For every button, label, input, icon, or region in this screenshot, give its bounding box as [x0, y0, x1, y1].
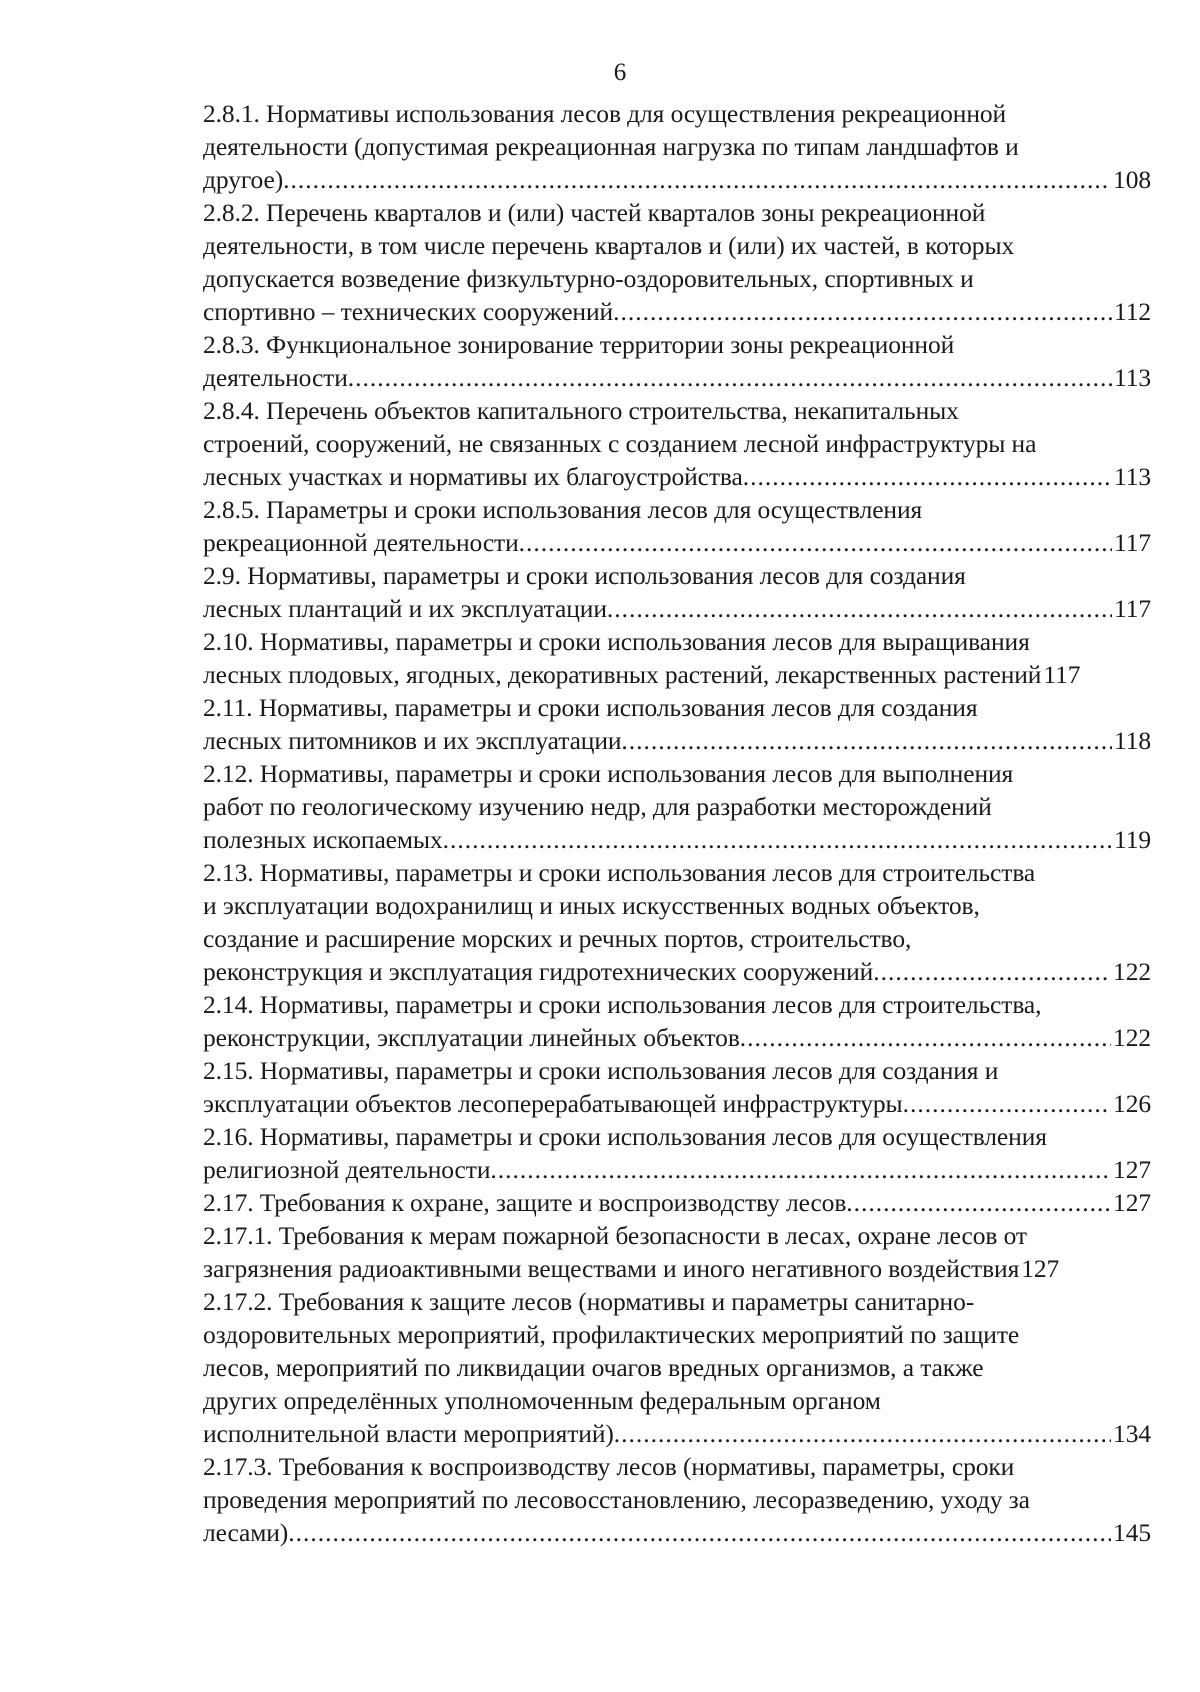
toc-entry-line: 2.11. Нормативы, параметры и сроки использования лесов для создания [203, 693, 978, 722]
toc-entry-text: лесных плантаций и их эксплуатации [203, 594, 607, 623]
toc-entry [203, 757, 1151, 856]
toc-entry-line: 2.15. Нормативы, параметры и сроки использования лесов для создания и [203, 1056, 999, 1085]
dot-leader [607, 592, 1112, 625]
toc-page-number: 145 [1113, 1518, 1151, 1547]
toc-entry-line: оздоровительных мероприятий, профилактических мероприятий по защите [203, 1320, 1020, 1349]
toc-entry-last-line [203, 592, 1151, 625]
toc-entry-text: лесных участках и нормативы их благоустройства [203, 462, 743, 491]
dot-leader [288, 1516, 1111, 1549]
toc-entry-last-line [203, 823, 1151, 856]
toc-entry-text: религиозной деятельности [203, 1155, 491, 1184]
toc-entry-last-line [203, 1516, 1151, 1549]
toc-entry-line: и эксплуатации водохранилищ и иных искусственных водных объектов, [203, 891, 980, 920]
toc-entry-line: 2.8.1. Нормативы использования лесов для осуществления рекреационной [203, 99, 1007, 128]
dot-leader [846, 1186, 1111, 1219]
toc-entry-text: рекреационной деятельности [203, 528, 519, 557]
toc-entry-last-line [203, 1417, 1151, 1450]
toc-entry-text: другое) [203, 165, 284, 194]
page-number: 6 [613, 59, 627, 86]
toc-page-number: 127 [1113, 1188, 1151, 1217]
toc-entry-line: деятельности, в том числе перечень кварталов и (или) их частей, в которых [203, 231, 1015, 260]
toc-entry-line: создание и расширение морских и речных портов, строительство, [203, 924, 912, 953]
toc-entry [203, 493, 1151, 559]
toc-entry-text: реконструкция и эксплуатация гидротехнических сооружений [203, 957, 874, 986]
toc-page-number: 118 [1113, 726, 1151, 755]
toc-entry [203, 988, 1151, 1054]
toc-page-number: 117 [1113, 528, 1151, 557]
toc-entry-text: деятельности [203, 363, 348, 392]
toc-page-number: 117 [1043, 660, 1081, 689]
toc-entry-last-line [203, 724, 1151, 757]
toc-page-number: 127 [1113, 1155, 1151, 1184]
dot-leader [873, 955, 1111, 988]
toc-entry [203, 1186, 1151, 1219]
toc-page-number: 127 [1021, 1254, 1060, 1283]
toc-page-number: 108 [1113, 165, 1151, 194]
toc-entry-line: 2.17.3. Требования к воспроизводству лесов (нормативы, параметры, сроки [203, 1452, 1015, 1481]
toc-entry-last-line [203, 955, 1151, 988]
toc-entry [203, 1219, 1151, 1285]
toc-entry-last-line [203, 1252, 1151, 1285]
toc-entry-last-line [203, 163, 1151, 196]
dot-leader [519, 526, 1112, 559]
toc-entry [203, 691, 1151, 757]
toc-entry [203, 1285, 1151, 1450]
toc-page-number: 113 [1113, 363, 1151, 392]
toc-entry [203, 1450, 1151, 1549]
toc-entry [203, 625, 1151, 691]
toc-entry [203, 394, 1151, 493]
toc-entry-line: 2.8.3. Функциональное зонирование территории зоны рекреационной [203, 330, 955, 359]
toc-entry-line: 2.12. Нормативы, параметры и сроки использования лесов для выполнения [203, 759, 1014, 788]
dot-leader [283, 163, 1111, 196]
toc-page-number: 117 [1113, 594, 1151, 623]
toc-entry-line: 2.8.2. Перечень кварталов и (или) частей кварталов зоны рекреационной [203, 198, 986, 227]
toc-page-number: 122 [1113, 957, 1151, 986]
table-of-contents [203, 97, 1151, 1549]
toc-entry-last-line [203, 361, 1151, 394]
toc-entry-text: исполнительной власти мероприятий) [203, 1419, 614, 1448]
toc-entry-text: эксплуатации объектов лесоперерабатывающей инфраструктуры [203, 1089, 903, 1118]
toc-entry [203, 1054, 1151, 1120]
dot-leader [621, 724, 1112, 757]
toc-page-number: 113 [1113, 462, 1151, 491]
toc-entry-last-line [203, 1021, 1151, 1054]
toc-entry-last-line [203, 1153, 1151, 1186]
toc-entry-line: 2.14. Нормативы, параметры и сроки использования лесов для строительства, [203, 990, 1042, 1019]
toc-page-number: 122 [1113, 1023, 1151, 1052]
dot-leader [443, 823, 1112, 856]
dot-leader [490, 1153, 1111, 1186]
toc-entry-line: 2.10. Нормативы, параметры и сроки использования лесов для выращивания [203, 627, 1030, 656]
toc-entry-text: полезных ископаемых [203, 825, 443, 854]
dot-leader [903, 1087, 1111, 1120]
toc-entry-line: проведения мероприятий по лесовосстановлению, лесоразведению, уходу за [203, 1485, 1030, 1514]
dot-leader [740, 1021, 1111, 1054]
dot-leader [348, 361, 1112, 394]
toc-entry-line: 2.16. Нормативы, параметры и сроки использования лесов для осуществления [203, 1122, 1047, 1151]
toc-entry-text: реконструкции, эксплуатации линейных объектов [203, 1023, 740, 1052]
toc-entry-text: спортивно – технических сооружений [203, 297, 614, 326]
dot-leader [743, 460, 1112, 493]
toc-entry-line: 2.17.2. Требования к защите лесов (нормативы и параметры санитарно- [203, 1287, 975, 1316]
toc-entry [203, 97, 1151, 196]
toc-page-number: 126 [1113, 1089, 1151, 1118]
toc-entry-line: 2.8.5. Параметры и сроки использования лесов для осуществления [203, 495, 923, 524]
toc-page-number: 134 [1113, 1419, 1151, 1448]
toc-entry-line: работ по геологическому изучению недр, для разработки месторождений [203, 792, 992, 821]
toc-entry-last-line [203, 1186, 1151, 1219]
toc-entry-text: загрязнения радиоактивными веществами и иного негативного воздействия [203, 1254, 1020, 1283]
toc-entry-last-line [203, 295, 1151, 328]
toc-entry-last-line [203, 658, 1151, 691]
toc-entry-line: строений, сооружений, не связанных с созданием лесной инфраструктуры на [203, 429, 1037, 458]
dot-leader [613, 295, 1112, 328]
toc-entry [203, 856, 1151, 988]
toc-entry-line: 2.9. Нормативы, параметры и сроки использования лесов для создания [203, 561, 966, 590]
toc-entry-line: других определённых уполномоченным федеральным органом [203, 1386, 881, 1415]
toc-entry [203, 196, 1151, 328]
toc-entry-line: лесов, мероприятий по ликвидации очагов вредных организмов, а также [203, 1353, 984, 1382]
toc-entry-last-line [203, 526, 1151, 559]
toc-entry-line: 2.8.4. Перечень объектов капитального строительства, некапитальных [203, 396, 959, 425]
toc-entry-text: лесами) [203, 1518, 289, 1547]
toc-entry-line: 2.17.1. Требования к мерам пожарной безопасности в лесах, охране лесов от [203, 1221, 1027, 1250]
toc-entry-line: 2.13. Нормативы, параметры и сроки использования лесов для строительства [203, 858, 1036, 887]
toc-entry [203, 328, 1151, 394]
toc-entry-text: лесных питомников и их эксплуатации [203, 726, 622, 755]
toc-page-number: 112 [1113, 297, 1151, 326]
dot-leader [614, 1417, 1111, 1450]
toc-entry-last-line [203, 1087, 1151, 1120]
toc-entry-text: 2.17. Требования к охране, защите и воспроизводству лесов [203, 1188, 847, 1217]
toc-entry-line: деятельности (допустимая рекреационная нагрузка по типам ландшафтов и [203, 132, 1019, 161]
toc-entry [203, 559, 1151, 625]
toc-entry-text: лесных плодовых, ягодных, декоративных растений, лекарственных растений [203, 660, 1042, 689]
toc-page-number: 119 [1113, 825, 1151, 854]
toc-entry [203, 1120, 1151, 1186]
toc-entry-last-line [203, 460, 1151, 493]
toc-entry-line: допускается возведение физкультурно-оздоровительных, спортивных и [203, 264, 974, 293]
